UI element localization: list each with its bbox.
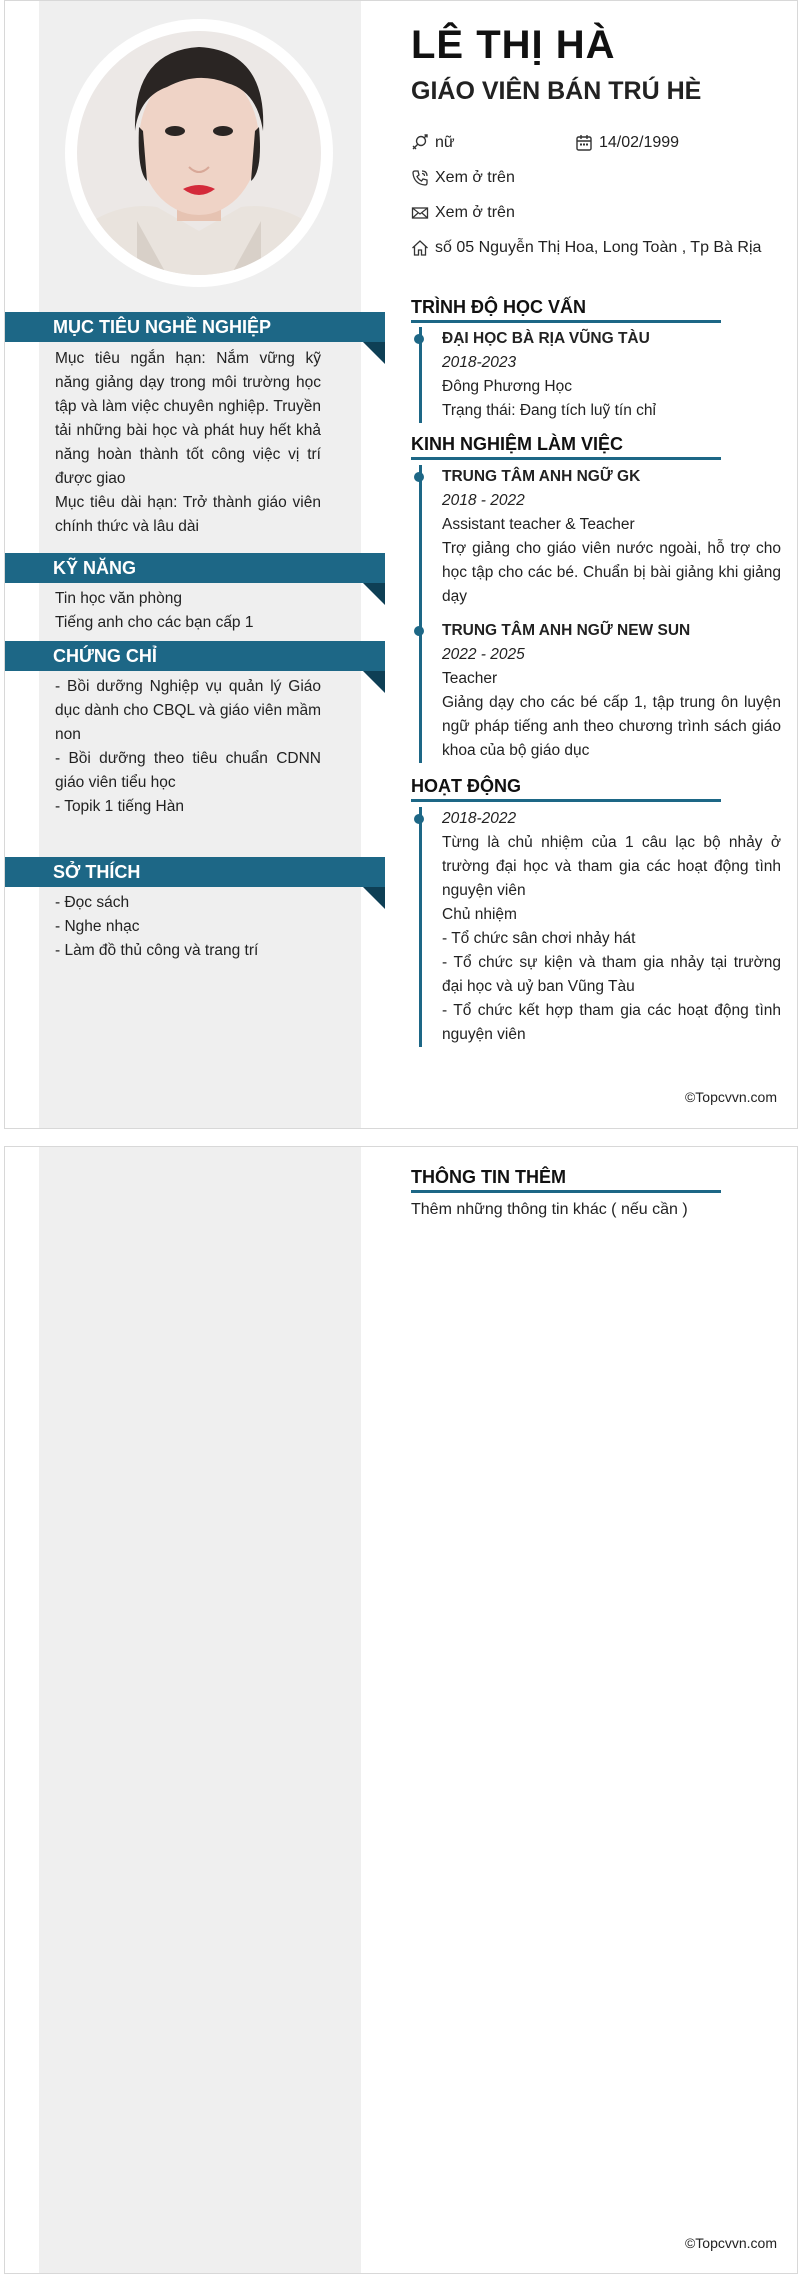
sidebar xyxy=(39,1147,361,2273)
hobbies-heading: SỞ THÍCH xyxy=(5,857,385,887)
objective-text xyxy=(55,347,321,539)
address-row xyxy=(411,239,761,257)
experience-entry xyxy=(442,619,781,763)
extra-heading: THÔNG TIN THÊM xyxy=(411,1167,721,1193)
education-date: 2018-2023 xyxy=(442,354,517,371)
certificates-list xyxy=(55,675,321,819)
company-name: TRUNG TÂM ANH NGỮ NEW SUN xyxy=(442,622,691,639)
activities-list xyxy=(419,807,781,1047)
skill-item: Tin học văn phòng xyxy=(55,590,182,607)
avatar-frame xyxy=(65,19,333,287)
email-row xyxy=(411,204,515,222)
experience-heading: KINH NGHIỆM LÀM VIỆC xyxy=(411,434,721,460)
phone-value: Xem ở trên xyxy=(435,169,515,186)
email-icon xyxy=(411,204,429,222)
education-heading: TRÌNH ĐỘ HỌC VẤN xyxy=(411,297,721,323)
hobbies-list xyxy=(55,891,321,963)
objective-heading: MỤC TIÊU NGHỀ NGHIỆP xyxy=(5,312,385,342)
skill-item: Tiếng anh cho các bạn cấp 1 xyxy=(55,614,254,631)
gender-icon xyxy=(411,134,429,152)
home-icon xyxy=(411,239,429,257)
candidate-name: LÊ THỊ HÀ xyxy=(411,23,616,67)
gender-row xyxy=(411,134,455,152)
activity-line: Chủ nhiệm xyxy=(442,906,517,923)
objective-long: Mục tiêu dài hạn: Trở thành giáo viên chính thức và lâu dài xyxy=(55,494,321,535)
job-title: GIÁO VIÊN BÁN TRÚ HÈ xyxy=(411,77,702,105)
calendar-icon xyxy=(575,134,593,152)
cv-page-2 xyxy=(4,1146,798,2274)
activities-heading: HOẠT ĐỘNG xyxy=(411,776,721,802)
phone-row xyxy=(411,169,515,187)
education-major: Đông Phương Học xyxy=(442,378,572,395)
activity-line: - Tổ chức sự kiện và tham gia nhảy tại trường đại học và uỷ ban Vũng Tàu xyxy=(442,954,781,995)
school-name: ĐẠI HỌC BÀ RỊA VŨNG TÀU xyxy=(442,330,650,347)
email-value: Xem ở trên xyxy=(435,204,515,221)
experience-entry xyxy=(442,465,781,609)
cv-page-1 xyxy=(4,0,798,1129)
skills-heading: KỸ NĂNG xyxy=(5,553,385,583)
hobby-item: - Nghe nhạc xyxy=(55,918,140,935)
skills-list xyxy=(55,587,321,635)
timeline-dot xyxy=(414,814,424,824)
education-list xyxy=(419,327,781,423)
activity-line: - Tổ chức kết hợp tham gia các hoạt động tình nguyện viên xyxy=(442,1002,781,1043)
certificate-item: - Topik 1 tiếng Hàn xyxy=(55,798,184,815)
timeline-dot xyxy=(414,472,424,482)
experience-list xyxy=(419,465,781,763)
hobby-item: - Đọc sách xyxy=(55,894,130,911)
experience-role: Teacher xyxy=(442,670,498,687)
experience-desc: Trợ giảng cho giáo viên nước ngoài, hỗ trợ cho học tập cho các bé. Chuẩn bị bài giảng khi giảng dạy xyxy=(442,540,781,605)
activity-line: - Tổ chức sân chơi nhảy hát xyxy=(442,930,636,947)
certificate-item: - Bồi dưỡng theo tiêu chuẩn CDNN giáo viên tiểu học xyxy=(55,750,321,791)
certificates-heading: CHỨNG CHỈ xyxy=(5,641,385,671)
avatar xyxy=(77,31,321,275)
experience-desc: Giảng dạy cho các bé cấp 1, tập trung ôn luyện ngữ pháp tiếng anh theo chương trình sách giáo khoa của bộ giáo dục xyxy=(442,694,781,759)
dob-row xyxy=(575,134,679,152)
certificate-item: - Bồi dưỡng Nghiệp vụ quản lý Giáo dục dành cho CBQL và giáo viên mầm non xyxy=(55,678,321,743)
footer-credit: ©Topcvvn.com xyxy=(684,2235,777,2251)
phone-icon xyxy=(411,169,429,187)
education-entry xyxy=(442,327,781,423)
education-status: Trạng thái: Đang tích luỹ tín chỉ xyxy=(442,402,656,419)
extra-text: Thêm những thông tin khác ( nếu cần ) xyxy=(411,1201,688,1218)
timeline-dot xyxy=(414,626,424,636)
objective-short: Mục tiêu ngắn hạn: Nắm vững kỹ năng giảng dạy trong môi trường học tập và làm việc chuyên nghiệp. Truyền tải những bài học và phát huy hết khả năng hoàn thành tốt công việc vị trí được giao xyxy=(55,350,321,487)
hobby-item: - Làm đồ thủ công và trang trí xyxy=(55,942,259,959)
company-name: TRUNG TÂM ANH NGỮ GK xyxy=(442,468,641,485)
gender-value: nữ xyxy=(435,134,455,151)
dob-value: 14/02/1999 xyxy=(599,134,680,151)
experience-date: 2018 - 2022 xyxy=(442,492,525,509)
experience-date: 2022 - 2025 xyxy=(442,646,525,663)
address-value: số 05 Nguyễn Thị Hoa, Long Toàn , Tp Bà Rịa xyxy=(435,239,762,256)
experience-role: Assistant teacher & Teacher xyxy=(442,516,635,533)
activity-line: Từng là chủ nhiệm của 1 câu lạc bộ nhảy ở trường đại học và tham gia các hoạt động tình nguyện viên xyxy=(442,834,781,899)
activity-entry xyxy=(442,807,781,1047)
activity-date: 2018-2022 xyxy=(442,810,517,827)
footer-credit: ©Topcvvn.com xyxy=(684,1089,777,1105)
timeline-dot xyxy=(414,334,424,344)
